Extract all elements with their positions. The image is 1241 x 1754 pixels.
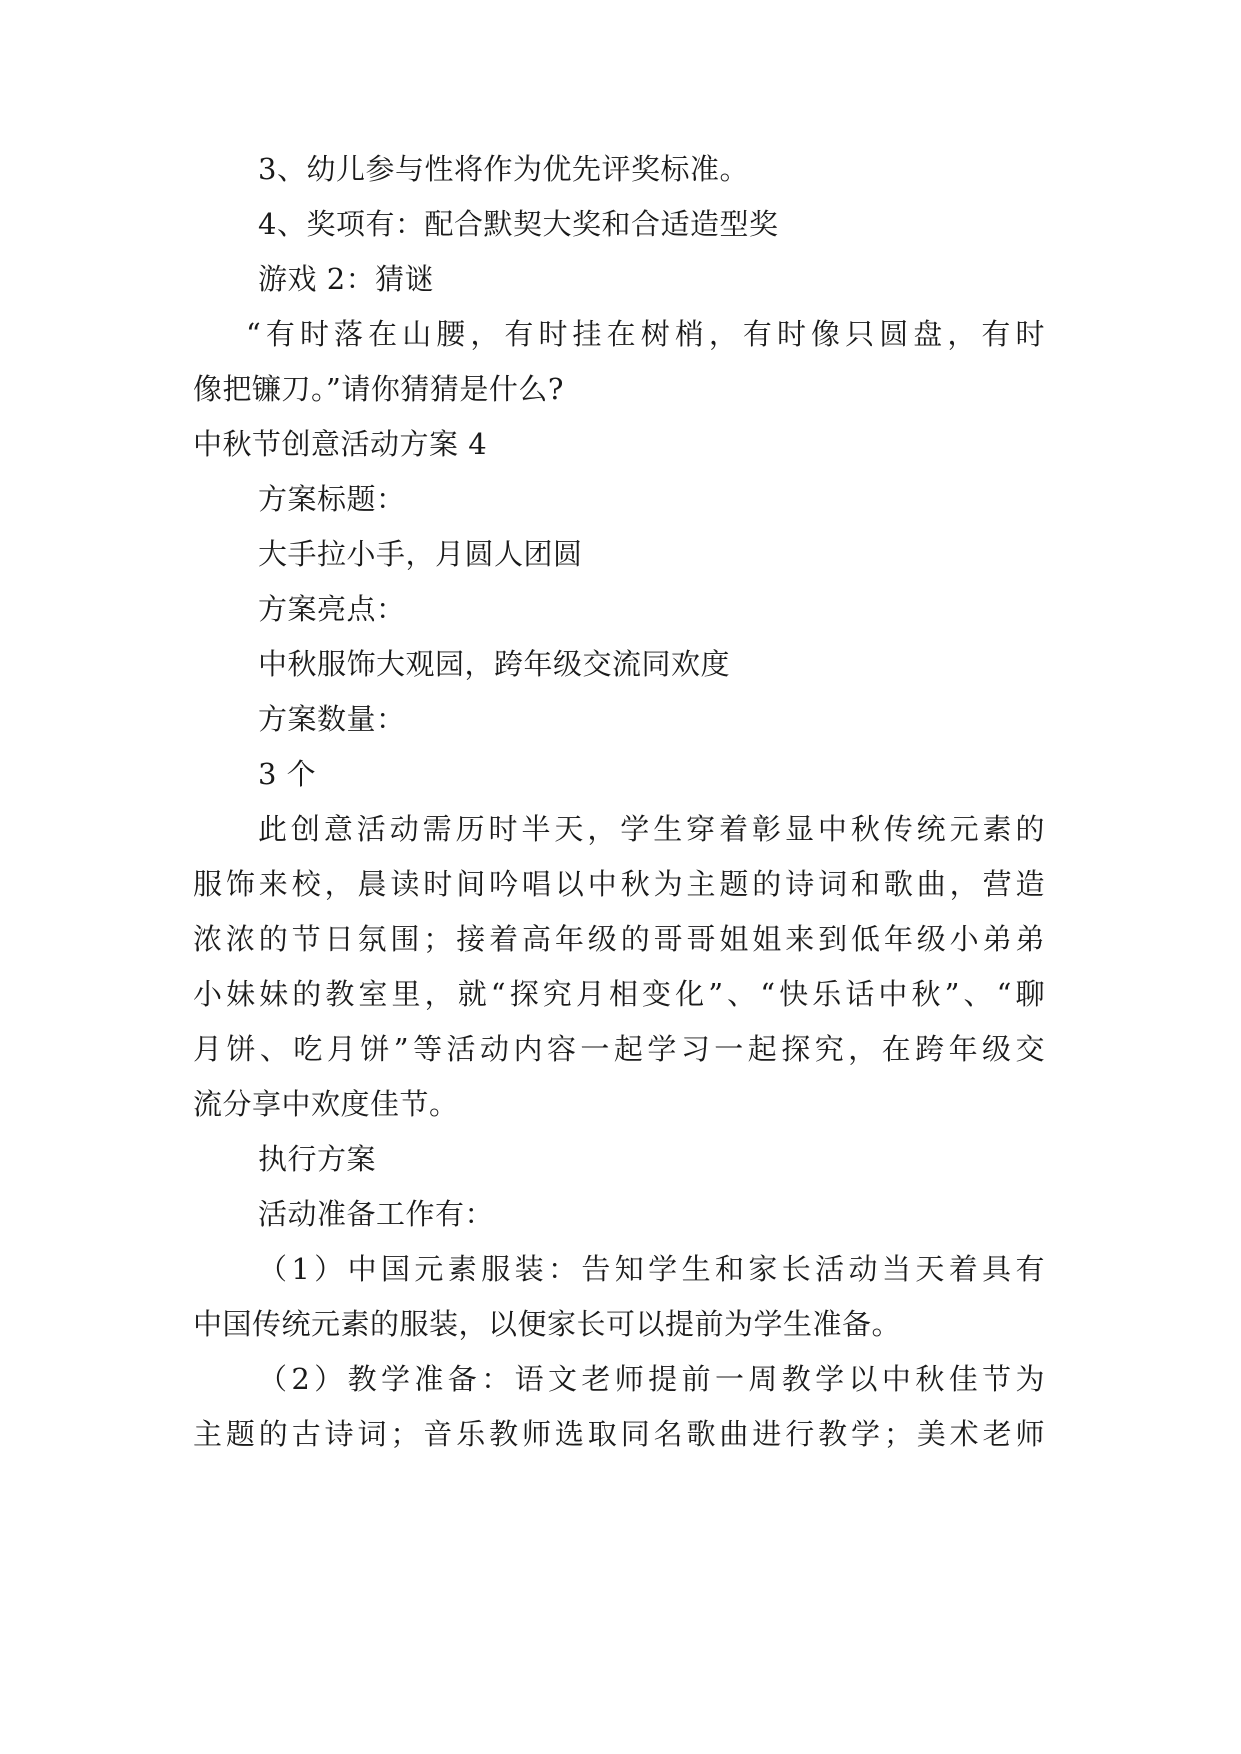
section-title: 中秋节创意活动方案 4 (193, 427, 488, 461)
rule-item-4: 4、奖项有：配合默契大奖和合适造型奖 (258, 207, 779, 241)
plan-count-label: 方案数量： (258, 702, 406, 736)
plan-title-value: 大手拉小手，月圆人团圆 (258, 537, 583, 571)
plan-title-label: 方案标题： (258, 482, 406, 516)
prep-item-1-line-2: 中国传统元素的服装，以便家长可以提前为学生准备。 (193, 1307, 902, 1341)
prep-item-2-line-1: （2）教学准备：语文老师提前一周教学以中秋佳节为 (258, 1362, 1045, 1396)
plan-highlight-label: 方案亮点： (258, 592, 406, 626)
description-line-1: 此创意活动需历时半天，学生穿着彰显中秋传统元素的 (258, 812, 1045, 846)
description-line-2: 服饰来校，晨读时间吟唱以中秋为主题的诗词和歌曲，营造 (193, 867, 1045, 901)
description-line-4: 小妹妹的教室里，就“探究月相变化”、“快乐话中秋”、“聊 (193, 977, 1045, 1011)
game-heading: 游戏 2：猜谜 (258, 262, 435, 296)
description-line-3: 浓浓的节日氛围；接着高年级的哥哥姐姐来到低年级小弟弟 (193, 922, 1045, 956)
preparation-heading: 活动准备工作有： (258, 1197, 495, 1231)
description-line-5: 月饼、吃月饼”等活动内容一起学习一起探究，在跨年级交 (193, 1032, 1045, 1066)
rule-item-3: 3、幼儿参与性将作为优先评奖标准。 (258, 152, 749, 186)
prep-item-2-line-2: 主题的古诗词；音乐教师选取同名歌曲进行教学；美术老师 (193, 1417, 1045, 1451)
plan-highlight-value: 中秋服饰大观园，跨年级交流同欢度 (258, 647, 731, 681)
riddle-line-1: “有时落在山腰，有时挂在树梢，有时像只圆盘，有时 (246, 317, 1045, 351)
plan-count-value: 3 个 (258, 757, 317, 791)
prep-item-1-line-1: （1）中国元素服装：告知学生和家长活动当天着具有 (258, 1252, 1045, 1286)
description-line-6: 流分享中欢度佳节。 (193, 1087, 459, 1121)
riddle-line-2: 像把镰刀。”请你猜猜是什么? (193, 372, 564, 406)
execution-heading: 执行方案 (258, 1142, 377, 1176)
